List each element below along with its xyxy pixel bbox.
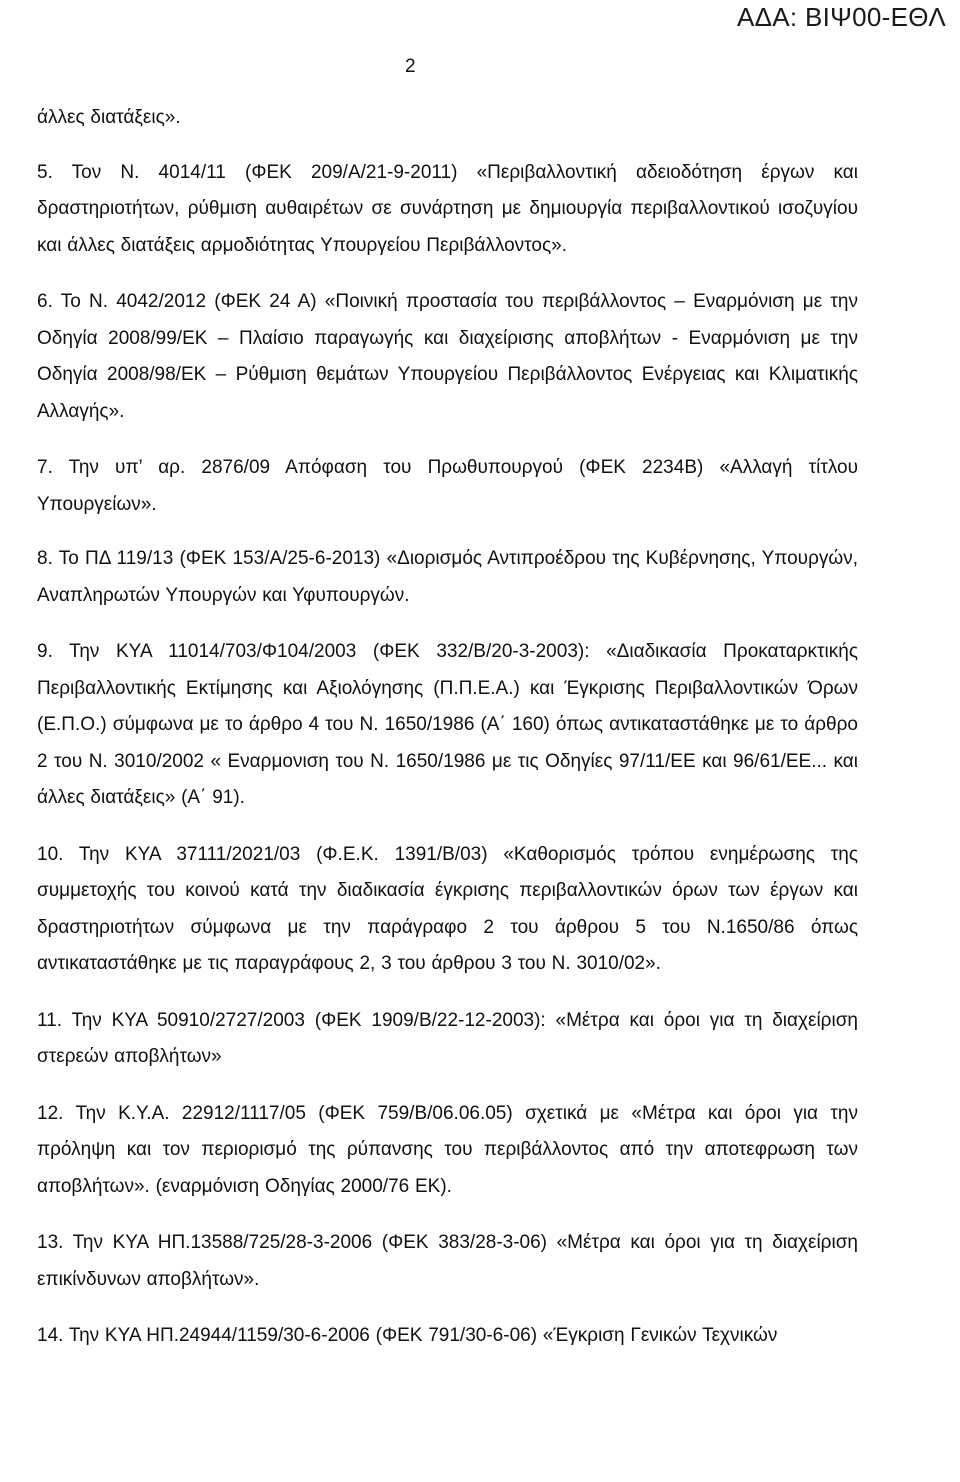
paragraph-continuation: άλλες διατάξεις». bbox=[37, 107, 181, 128]
page-number: 2 bbox=[405, 56, 416, 77]
list-item-14: 14. Την ΚΥΑ ΗΠ.24944/1159/30-6-2006 (ΦΕΚ 791/30-6-06) «Έγκριση Γενικών Τεχνικών bbox=[37, 1325, 778, 1346]
list-item-6: 6. Το Ν. 4042/2012 (ΦΕΚ 24 Α) «Ποινική προστασία του περιβάλλοντος – Εναρμόνιση με την Οδηγία 2008/99/ΕΚ – Πλαίσιο παραγωγής και διαχείρισης αποβλήτων - Εναρμόνιση με την Οδηγία 2008/98/ΕΚ – Ρύθμιση θεμάτων Υπουργείου Περιβάλλοντος Ενέργειας και Κλιματικής Αλλαγής». bbox=[37, 291, 858, 422]
list-item-12: 12. Την Κ.Υ.Α. 22912/1117/05 (ΦΕΚ 759/Β/06.06.05) σχετικά με «Μέτρα και όροι για την πρόληψη και τον περιορισμό της ρύπανσης του περιβάλλοντος από την αποτεφρωση των αποβλήτων». (εναρμόνιση Οδηγίας 2000/76 ΕΚ). bbox=[37, 1102, 858, 1197]
list-item-11: 11. Την ΚΥΑ 50910/2727/2003 (ΦΕΚ 1909/Β/22-12-2003): «Μέτρα και όροι για τη διαχείριση στερεών αποβλήτων» bbox=[37, 1009, 858, 1067]
list-item-5: 5. Τον Ν. 4014/11 (ΦΕΚ 209/Α/21-9-2011) «Περιβαλλοντική αδειοδότηση έργων και δραστηριοτήτων, ρύθμιση αυθαιρέτων σε συνάρτηση με δημιουργία περιβαλλοντικού ισοζυγίου και άλλες διατάξεις αρμοδιότητας Υπουργείου Περιβάλλοντος». bbox=[37, 161, 858, 256]
list-item-8: 8. Το ΠΔ 119/13 (ΦΕΚ 153/Α/25-6-2013) «Διορισμός Αντιπροέδρου της Κυβέρνησης, Υπουργών, Αναπληρωτών Υπουργών και Υφυπουργών. bbox=[37, 548, 858, 606]
list-item-9: 9. Την ΚΥΑ 11014/703/Φ104/2003 (ΦΕΚ 332/Β/20-3-2003): «Διαδικασία Προκαταρκτικής Περιβαλλοντικής Εκτίμησης και Αξιολόγησης (Π.Π.Ε.Α.) και Έγκρισης Περιβαλλοντικών Όρων (Ε.Π.Ο.) σύμφωνα με το άρθρο 4 του Ν. 1650/1986 (Α΄ 160) όπως αντικαταστάθηκε με το άρθρο 2 του Ν. 3010/2002 « Εναρμονιση του Ν. 1650/1986 με τις Οδηγίες 97/11/ΕΕ και 96/61/ΕΕ... και άλλες διατάξεις» (Α΄ 91). bbox=[37, 641, 858, 808]
document-body bbox=[37, 100, 858, 1375]
ada-code: ΑΔΑ: ΒΙΨ00-ΕΘΛ bbox=[736, 2, 946, 32]
list-item-7: 7. Την υπ’ αρ. 2876/09 Απόφαση του Πρωθυπουργού (ΦΕΚ 2234Β) «Αλλαγή τίτλου Υπουργείων». bbox=[37, 457, 858, 515]
list-item-10: 10. Την ΚΥΑ 37111/2021/03 (Φ.Ε.Κ. 1391/Β/03) «Καθορισμός τρόπου ενημέρωσης της συμμετοχής του κοινού κατά την διαδικασία έγκρισης περιβαλλοντικών όρων των έργων και δραστηριοτήτων σύμφωνα με την παράγραφο 2 του άρθρου 5 του Ν.1650/86 όπως αντικαταστάθηκε με τις παραγράφους 2, 3 του άρθρου 3 του Ν. 3010/02». bbox=[37, 843, 858, 974]
list-item-13: 13. Την ΚΥΑ ΗΠ.13588/725/28-3-2006 (ΦΕΚ 383/28-3-06) «Μέτρα και όροι για τη διαχείριση επικίνδυνων αποβλήτων». bbox=[37, 1232, 858, 1290]
